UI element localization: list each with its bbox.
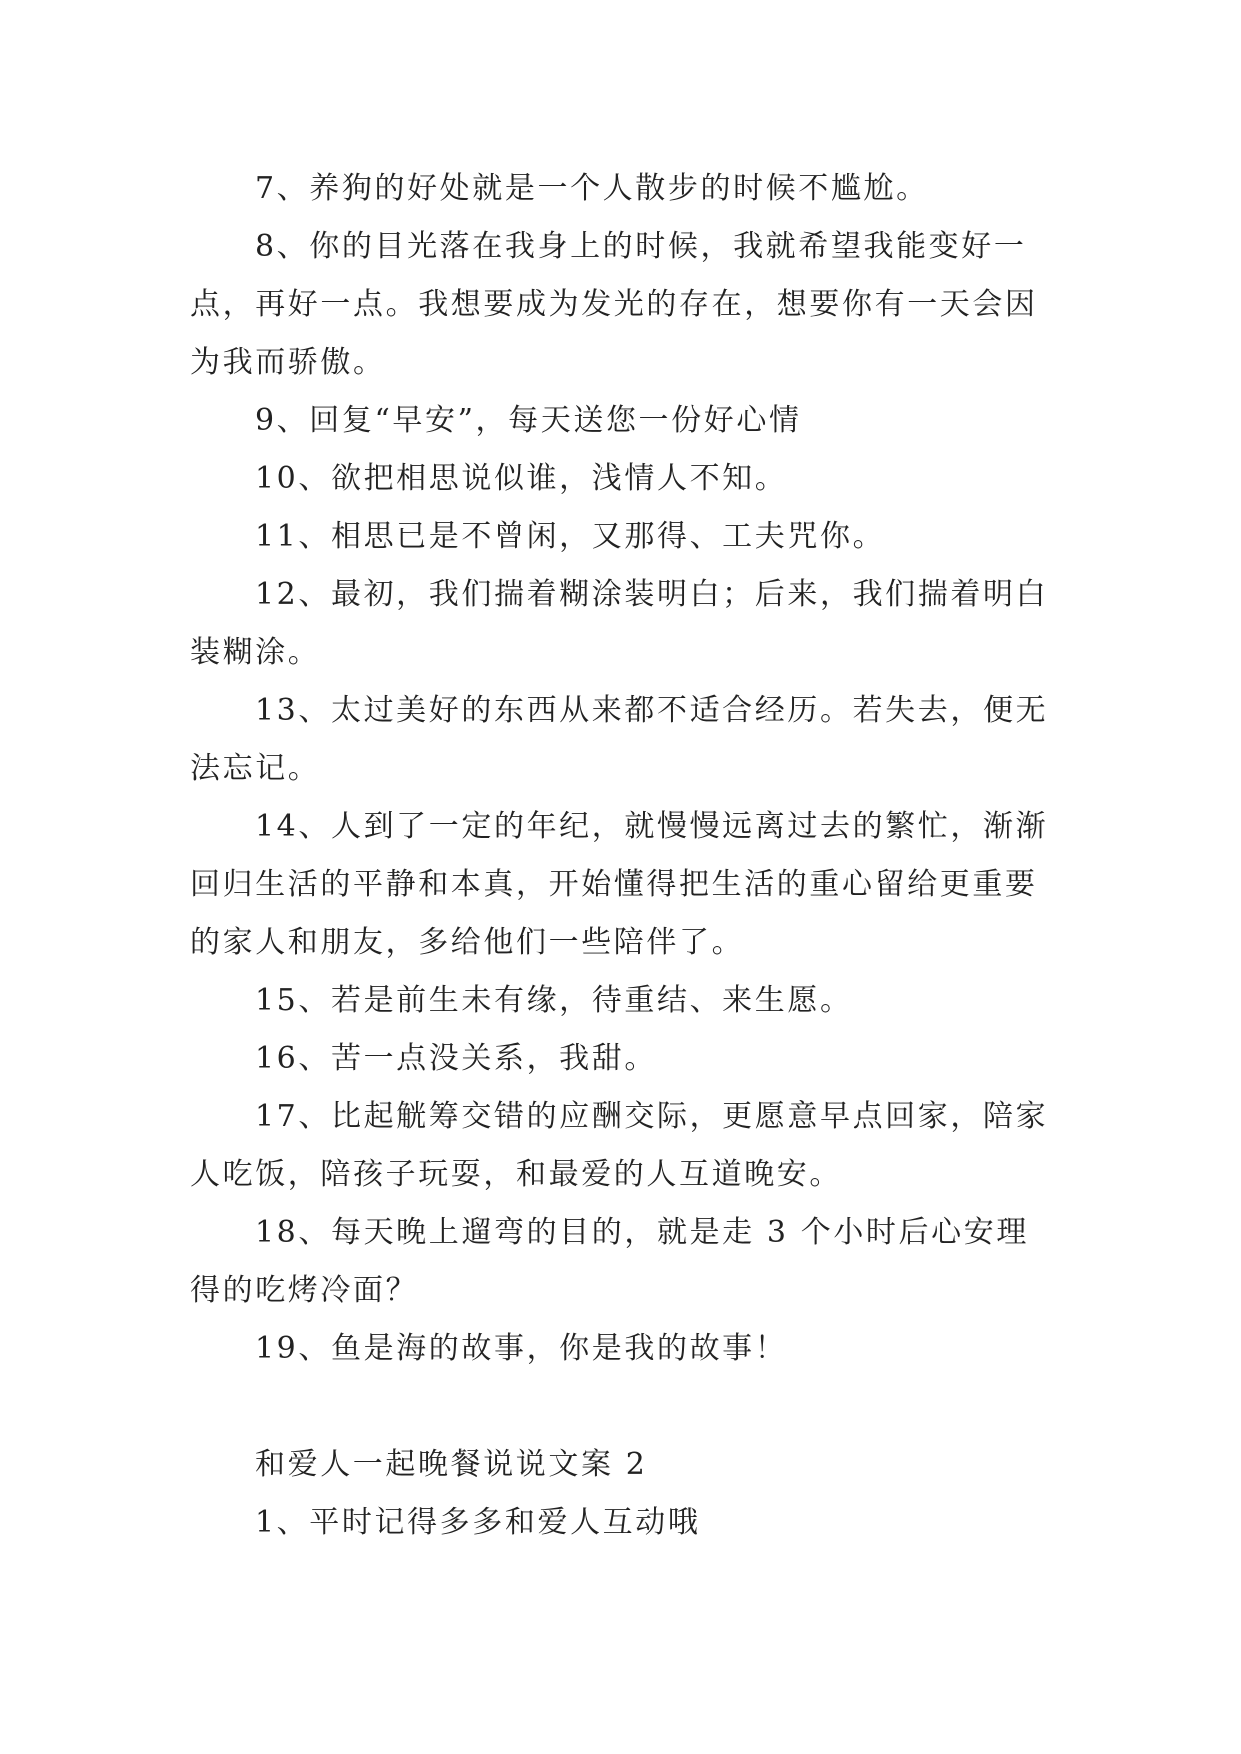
paragraph-item-19: 19、鱼是海的故事，你是我的故事！ [255, 1331, 788, 1366]
paragraph-item-12: 12、最初，我们揣着糊涂装明白；后来，我们揣着明白装糊涂。 [190, 577, 1049, 670]
paragraph-item-8: 8、你的目光落在我身上的时候，我就希望我能变好一点，再好一点。我想要成为发光的存在，想要你有一天会因为我而骄傲。 [190, 229, 1038, 380]
paragraph-item-13: 13、太过美好的东西从来都不适合经历。若失去，便无法忘记。 [190, 693, 1049, 786]
paragraph-item-16: 16、苦一点没关系，我甜。 [255, 1041, 657, 1076]
paragraph-item-11: 11、相思已是不曾闲，又那得、工夫咒你。 [255, 519, 886, 554]
paragraph-item-14: 14、人到了一定的年纪，就慢慢远离过去的繁忙，渐渐回归生活的平静和本真，开始懂得把生活的重心留给更重要的家人和朋友，多给他们一些陪伴了。 [190, 809, 1049, 960]
paragraph-item-7: 7、养狗的好处就是一个人散步的时候不尴尬。 [255, 171, 929, 206]
section-title: 和爱人一起晚餐说说文案 2 [255, 1447, 648, 1482]
paragraph-item-10: 10、欲把相思说似谁，浅情人不知。 [255, 461, 788, 496]
paragraph-item-9: 9、回复“早安”，每天送您一份好心情 [255, 403, 802, 438]
paragraph-item-1: 1、平时记得多多和爱人互动哦 [255, 1505, 701, 1540]
paragraph-item-17: 17、比起觥筹交错的应酬交际，更愿意早点回家，陪家人吃饭，陪孩子玩耍，和最爱的人互道晚安。 [190, 1099, 1049, 1192]
paragraph-item-15: 15、若是前生未有缘，待重结、来生愿。 [255, 983, 853, 1018]
paragraph-item-18: 18、每天晚上遛弯的目的，就是走 3 个小时后心安理得的吃烤冷面？ [190, 1215, 1029, 1308]
